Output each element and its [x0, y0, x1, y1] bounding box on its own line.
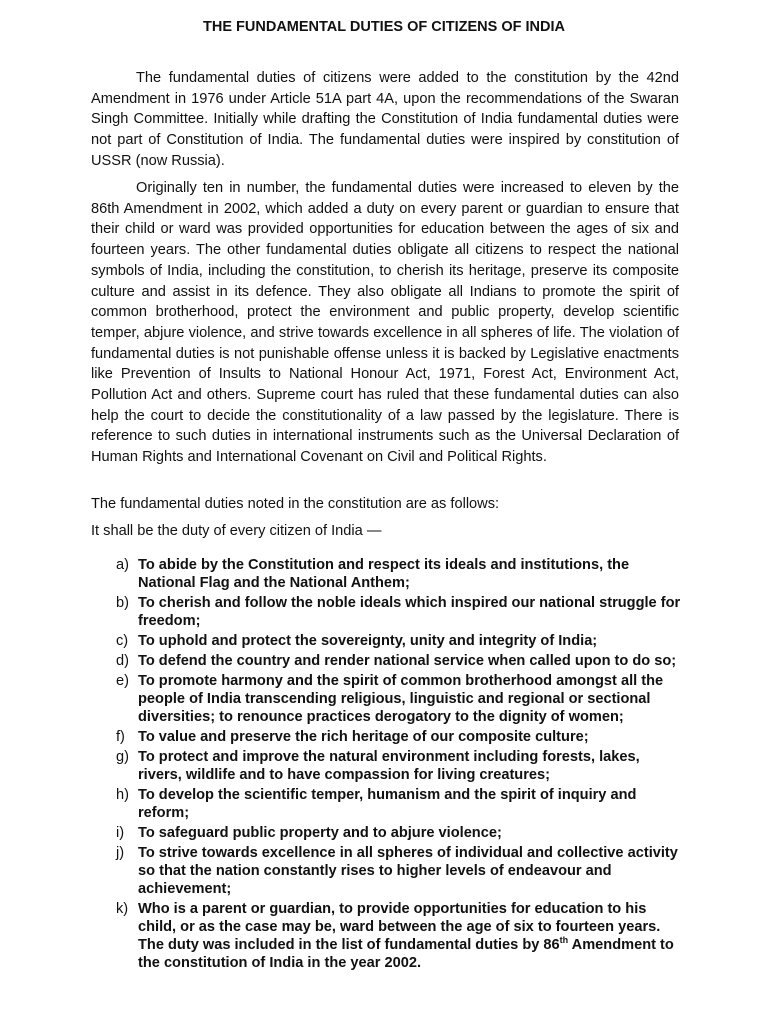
duty-text: To develop the scientific temper, humanism and the spirit of inquiry and reform; [138, 787, 637, 821]
duty-item-d [116, 652, 686, 670]
duty-item-g [116, 748, 686, 784]
ordinal-superscript: th [559, 935, 569, 946]
duty-marker: d) [116, 653, 129, 669]
duty-item-f [116, 728, 686, 746]
duty-item-h [116, 786, 686, 822]
document-title: THE FUNDAMENTAL DUTIES OF CITIZENS OF INDIA [203, 19, 565, 35]
duty-marker: k) [116, 901, 129, 917]
paragraph-intro: The fundamental duties of citizens were added to the constitution by the 42nd Amendment in 1976 under Article 51A part 4A, upon the recommendations of the Swaran Singh Committee. Initially while drafting the Constitution of India fundamental duties were not part of Constitution of India. The fundamental duties were inspired by constitution of USSR (now Russia). [91, 70, 679, 169]
duty-text: To value and preserve the rich heritage of our composite culture; [138, 729, 589, 745]
duty-text: To abide by the Constitution and respect its ideals and institutions, the National Flag and the National Anthem; [138, 557, 630, 591]
duty-marker: a) [116, 557, 129, 573]
duty-item-a [116, 556, 686, 592]
duties-intro-line: The fundamental duties noted in the constitution are as follows: [91, 496, 500, 512]
duty-text: To protect and improve the natural environment including forests, lakes, rivers, wildlife and to have compassion for living creatures; [138, 749, 640, 783]
duty-item-b [116, 594, 686, 630]
duty-k-text-after: Amendment to the constitution of India in the year 2002. [138, 937, 674, 971]
duty-text: To uphold and protect the sovereignty, unity and integrity of India; [138, 633, 598, 649]
duty-marker: h) [116, 787, 129, 803]
duty-text: To safeguard public property and to abjure violence; [138, 825, 502, 841]
duty-item-j [116, 844, 686, 898]
duty-item-i [116, 824, 686, 842]
duties-lead-line: It shall be the duty of every citizen of India — [91, 523, 382, 539]
duty-text [138, 900, 686, 972]
duty-marker: i) [116, 825, 125, 841]
duty-marker: j) [116, 845, 125, 861]
duty-text: To defend the country and render national service when called upon to do so; [138, 653, 677, 669]
duty-marker: g) [116, 749, 129, 765]
paragraph-history: Originally ten in number, the fundamental duties were increased to eleven by the 86th Amendment in 2002, which added a duty on every parent or guardian to ensure that their child or ward was provided opportunities for education between the ages of six and fourteen years. The other fundamental duties obligate all citizens to respect the national symbols of India, including the constitution, to cherish its heritage, preserve its composite culture and assist in its defence. They also obligate all Indians to promote the spirit of common brotherhood, protect the environment and public property, develop scientific temper, abjure violence, and strive towards excellence in all spheres of life. The violation of fundamental duties is not punishable offense unless it is backed by Legislative enactments like Prevention of Insults to National Honour Act, 1971, Forest Act, Environment Act, Pollution Act and others. Supreme court has ruled that these fundamental duties can also help the court to decide the constitutionality of a law passed by the legislature. There is reference to such duties in international instruments such as the Universal Declaration of Human Rights and International Covenant on Civil and Political Rights. [91, 180, 679, 466]
duty-k-text-before: Who is a parent or guardian, to provide opportunities for education to his child, or as the case may be, ward between the age of six to fourteen years. The duty was included in the list of fundamental duties by 86 [138, 901, 661, 953]
duties-list [116, 556, 686, 974]
duty-marker: b) [116, 595, 129, 611]
duty-text: To strive towards excellence in all spheres of individual and collective activity so that the nation constantly rises to higher levels of endeavour and achievement; [138, 845, 678, 897]
duty-item-c [116, 632, 686, 650]
duty-item-k [116, 900, 686, 972]
duty-text: To promote harmony and the spirit of common brotherhood amongst all the people of India transcending religious, linguistic and regional or sectional diversities; to renounce practices derogatory to the dignity of women; [138, 673, 664, 725]
duty-marker: f) [116, 729, 125, 745]
duty-marker: c) [116, 633, 129, 649]
duty-marker: e) [116, 673, 129, 689]
duty-text: To cherish and follow the noble ideals which inspired our national struggle for freedom; [138, 595, 681, 629]
duty-item-e [116, 672, 686, 726]
